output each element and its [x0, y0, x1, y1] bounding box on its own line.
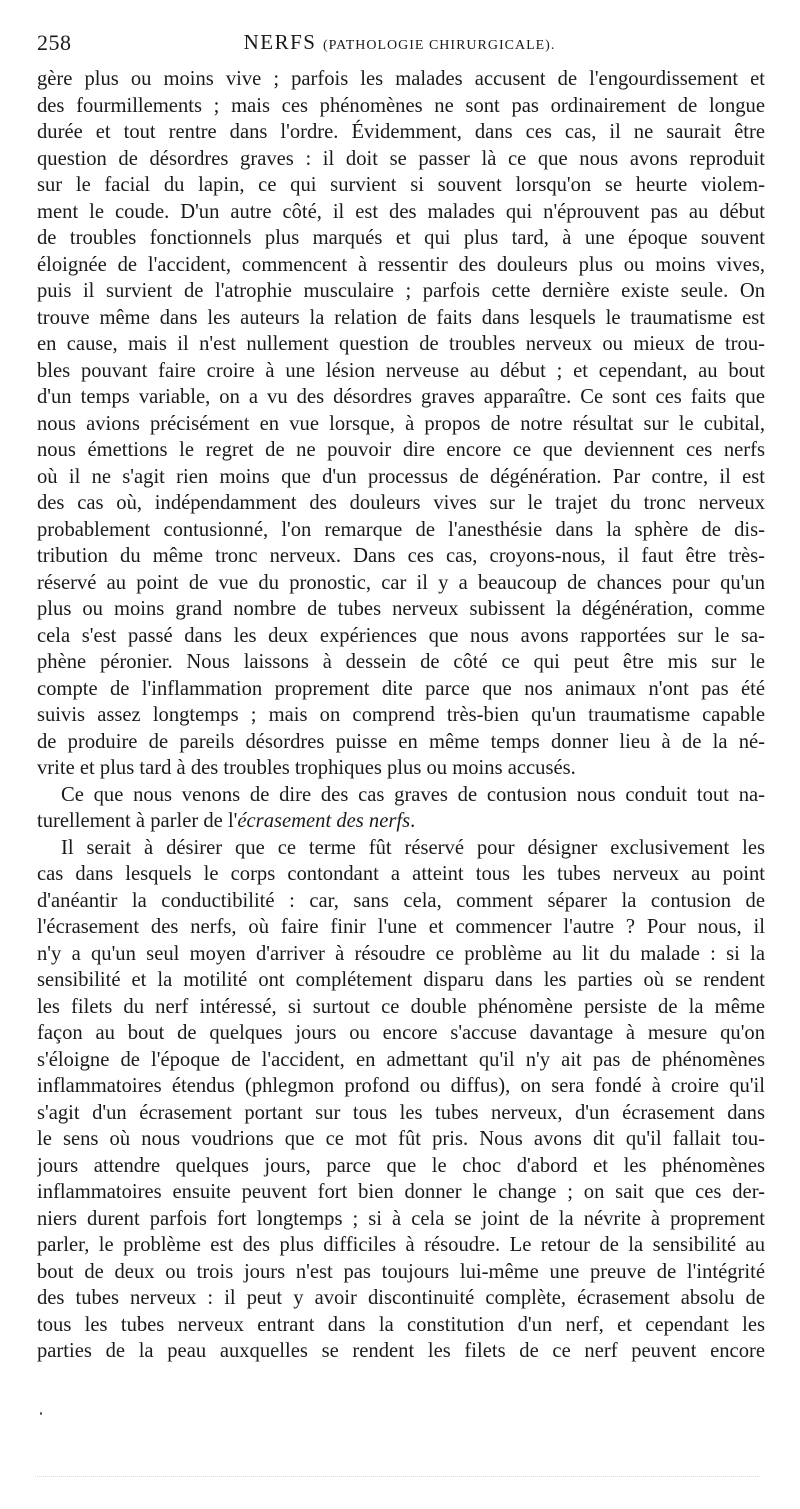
- text-line: bout de deux ou trois jours n'est pas toujours lui-même une preuve de l'intégrité: [37, 1260, 765, 1283]
- text-line: niers durent parfois fort longtemps ; si à cela se joint de la névrite à proprement: [37, 1207, 765, 1230]
- text-line: des tubes nerveux : il peut y avoir discontinuité complète, écrasement absolu de: [37, 1287, 765, 1309]
- text-line: éloignée de l'accident, commencent à ressentir des douleurs plus ou moins vives,: [37, 253, 765, 276]
- text-line: s'agit d'un écrasement portant sur tous les tubes nerveux, d'un écrasement dans: [37, 1101, 765, 1124]
- text-line: Il serait à désirer que ce terme fût réservé pour désigner exclusivement les: [61, 836, 765, 859]
- text-line: suivis assez longtemps ; mais on comprend très-bien qu'un traumatisme capable: [37, 704, 765, 726]
- text-line: sensibilité et la motilité ont complétement disparu dans les parties où se rendent: [37, 969, 765, 991]
- text-line: tous les tubes nerveux entrant dans la constitution d'un nerf, et cependant les: [37, 1313, 765, 1336]
- page-header: [37, 30, 762, 62]
- text-line: puis il survient de l'atrophie musculaire ; parfois cette dernière existe seule. On: [37, 280, 765, 302]
- text-line: façon au bout de quelques jours ou encore s'accuse davantage à mesure qu'on: [37, 1022, 765, 1044]
- text-line: n'y a qu'un seul moyen d'arriver à résoudre ce problème au lit du malade : si la: [37, 942, 765, 965]
- text-line: réservé au point de vue du pronostic, car il y a beaucoup de chances pour qu'un: [37, 571, 765, 594]
- page-number: 258: [37, 30, 72, 55]
- text-line: ment le coude. D'un autre côté, il est des malades qui n'éprouvent pas au début: [37, 200, 765, 223]
- text-line: cas dans lesquels le corps contondant a atteint tous les tubes nerveux au point: [37, 863, 765, 885]
- text-line: parler, le problème est des plus difficiles à résoudre. Le retour de la sensibilité au: [37, 1234, 765, 1256]
- text-line: l'écrasement des nerfs, où faire finir l'une et commencer l'autre ? Pour nous, il: [37, 916, 765, 938]
- text-line: le sens où nous voudrions que ce mot fût pris. Nous avons dit qu'il fallait tou-: [37, 1128, 765, 1150]
- running-head: [37, 30, 762, 55]
- print-speck: [40, 1412, 42, 1415]
- text-line: en cause, mais il n'est nullement question de troubles nerveux ou mieux de trou-: [37, 333, 765, 355]
- text-line: vrite et plus tard à des troubles trophiques plus ou moins accusés.: [37, 757, 576, 779]
- text-line: jours attendre quelques jours, parce que le choc d'abord et les phénomènes: [37, 1154, 765, 1177]
- body-text: [37, 66, 765, 1365]
- text-line: de troubles fonctionnels plus marqués et qui plus tard, à une époque souvent: [37, 227, 765, 249]
- text-line: probablement contusionné, l'on remarque de l'anesthésie dans la sphère de dis-: [37, 518, 765, 541]
- text-line: Ce que nous venons de dire des cas graves de contusion nous conduit tout na-: [61, 783, 765, 806]
- text-line: sur le facial du lapin, ce qui survient si souvent lorsqu'on se heurte violem-: [37, 174, 765, 196]
- text-line: inflammatoires ensuite peuvent fort bien donner le change ; on sait que ces der-: [37, 1181, 765, 1203]
- italic-term: écrasement des nerfs: [237, 810, 411, 832]
- text-line: des cas où, indépendamment des douleurs vives sur le trajet du tronc nerveux: [37, 492, 765, 514]
- text-line: nous avions précisément en vue lorsque, à propos de notre résultat sur le cubital,: [37, 412, 765, 435]
- text-line: [37, 808, 765, 835]
- text-line: des fourmillements ; mais ces phénomènes ne sont pas ordinairement de longue: [37, 94, 765, 117]
- page-bottom-specks: [35, 1468, 760, 1477]
- running-head-subtitle: (PATHOLOGIE CHIRURGICALE).: [322, 38, 556, 53]
- text-line: cela s'est passé dans les deux expériences que nous avons rapportées sur le sa-: [37, 624, 765, 647]
- text-fragment: .: [410, 810, 416, 832]
- text-line: de produire de pareils désordres puisse en même temps donner lieu à de la né-: [37, 730, 765, 753]
- text-line: trouve même dans les auteurs la relation de faits dans lesquels le traumatisme est: [37, 306, 765, 329]
- text-line: où il ne s'agit rien moins que d'un processus de dégénération. Par contre, il est: [37, 465, 765, 488]
- text-line: inflammatoires étendus (phlegmon profond ou diffus), on sera fondé à croire qu'il: [37, 1075, 765, 1097]
- text-fragment: turellement à parler de l': [37, 810, 238, 832]
- text-line: durée et tout rentre dans l'ordre. Évidemment, dans ces cas, il ne saurait être: [37, 121, 765, 143]
- text-line: tribution du même tronc nerveux. Dans ces cas, croyons-nous, il faut être très-: [37, 545, 765, 567]
- text-line: les filets du nerf intéressé, si surtout ce double phénomène persiste de la même: [37, 995, 765, 1018]
- running-head-title: NERFS: [243, 30, 317, 54]
- text-line: question de désordres graves : il doit se passer là ce que nous avons reproduit: [37, 147, 765, 170]
- text-line: nous émettions le regret de ne pouvoir dire encore ce que deviennent ces nerfs: [37, 439, 765, 461]
- text-line: gère plus ou moins vive ; parfois les malades accusent de l'engourdissement et: [37, 68, 765, 90]
- text-line: compte de l'inflammation proprement dite parce que nos animaux n'ont pas été: [37, 677, 765, 700]
- text-line: parties de la peau auxquelles se rendent les filets de ce nerf peuvent encore: [37, 1340, 765, 1362]
- text-line: phène péronier. Nous laissons à dessein de côté ce qui peut être mis sur le: [37, 651, 765, 673]
- text-line: bles pouvant faire croire à une lésion nerveuse au début ; et cependant, au bout: [37, 359, 765, 382]
- text-line: d'anéantir la conductibilité : car, sans cela, comment séparer la contusion de: [37, 889, 765, 912]
- text-line: s'éloigne de l'époque de l'accident, en admettant qu'il n'y ait pas de phénomènes: [37, 1048, 765, 1071]
- text-line: plus ou moins grand nombre de tubes nerveux subissent la dégénération, comme: [37, 598, 765, 620]
- text-line: d'un temps variable, on a vu des désordres graves apparaître. Ce sont ces faits que: [37, 386, 765, 408]
